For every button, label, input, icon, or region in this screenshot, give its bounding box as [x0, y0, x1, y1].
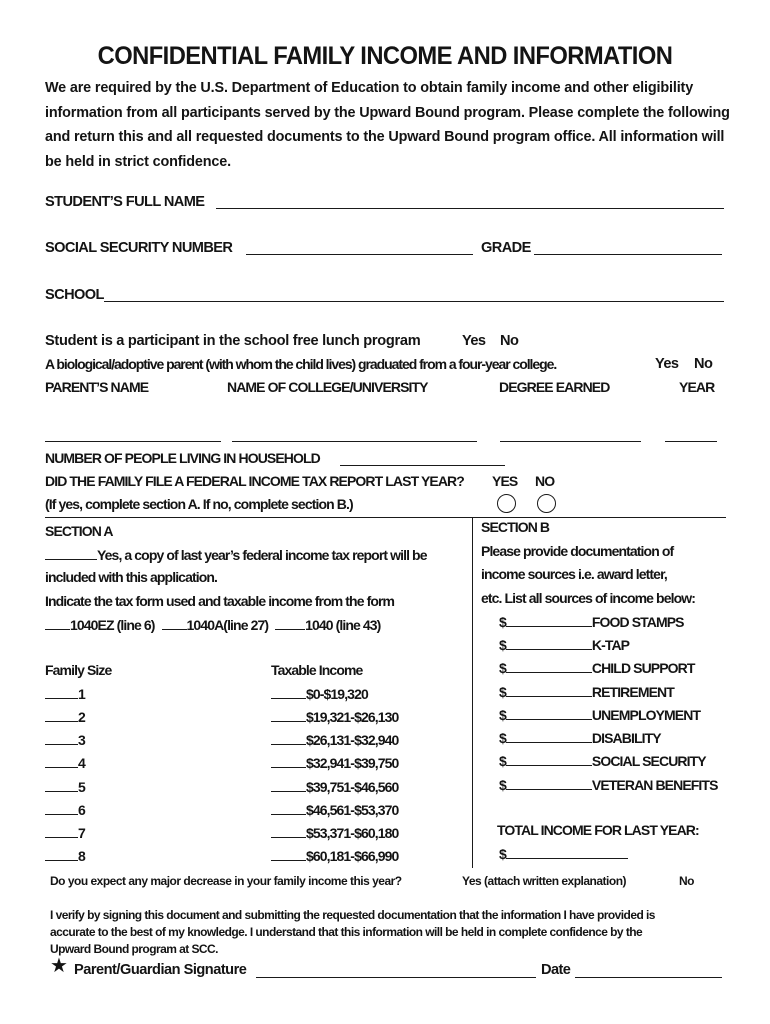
grade-field[interactable] — [534, 254, 722, 255]
graduated-yes-option[interactable]: Yes — [655, 356, 679, 372]
income-range-row[interactable]: $60,181-$66,990 — [271, 847, 398, 864]
year-header: YEAR — [679, 379, 715, 395]
income-source-row[interactable]: $ CHILD SUPPORT — [499, 660, 695, 676]
income-range-row[interactable]: $39,751-$46,560 — [271, 778, 398, 795]
section-b-heading: SECTION B — [481, 519, 550, 535]
income-source-row[interactable]: $ SOCIAL SECURITY — [499, 753, 706, 769]
form-1040-label: 1040 (line 43) — [305, 617, 381, 633]
total-income-field[interactable]: $ — [499, 845, 628, 862]
verify-text-1: I verify by signing this document and submitting the requested documentation that the information I have provided is — [50, 908, 655, 922]
family-size-header: Family Size — [45, 662, 112, 678]
page-title: CONFIDENTIAL FAMILY INCOME AND INFORMATION — [97, 42, 673, 70]
form-1040ez-blank[interactable] — [45, 616, 70, 630]
income-source-row[interactable]: $ UNEMPLOYMENT — [499, 707, 701, 723]
year-field[interactable] — [665, 441, 717, 442]
income-source-row[interactable]: $ FOOD STAMPS — [499, 614, 684, 630]
decrease-no-option[interactable]: No — [679, 874, 694, 888]
lunch-yes-option[interactable]: Yes — [462, 333, 486, 349]
grade-label: GRADE — [481, 240, 531, 256]
decrease-yes-option[interactable]: Yes (attach written explanation) — [462, 874, 627, 888]
section-a-indicate: Indicate the tax form used and taxable income from the form — [45, 593, 395, 609]
section-divider — [45, 517, 726, 518]
household-field[interactable] — [340, 465, 505, 466]
signature-label: Parent/Guardian Signature — [74, 962, 247, 978]
taxable-income-header: Taxable Income — [271, 662, 363, 678]
income-source-row[interactable]: $ VETERAN BENEFITS — [499, 777, 718, 793]
section-a-heading: SECTION A — [45, 523, 113, 539]
ssn-label: SOCIAL SECURITY NUMBER — [45, 240, 233, 256]
college-field[interactable] — [232, 441, 477, 442]
star-icon: ★ — [50, 955, 68, 977]
section-a-yes-text: Yes, a copy of last year’s federal income tax report will be — [97, 547, 427, 563]
verify-text-2: accurate to the best of my knowledge. I understand that this information will be held in complete confidence by the — [50, 925, 643, 939]
form-1040a-blank[interactable] — [162, 616, 187, 630]
college-header: NAME OF COLLEGE/UNIVERSITY — [227, 379, 428, 395]
degree-header: DEGREE EARNED — [499, 379, 610, 395]
family-size-row[interactable]: 6 — [45, 801, 85, 818]
section-b-text-1: Please provide documentation of — [481, 543, 674, 559]
income-source-row[interactable]: $ K-TAP — [499, 637, 630, 653]
tax-yes-radio[interactable] — [497, 494, 516, 513]
verify-text-3: Upward Bound program at SCC. — [50, 942, 218, 956]
tax-question: DID THE FAMILY FILE A FEDERAL INCOME TAX REPORT LAST YEAR? — [45, 473, 464, 489]
family-size-row[interactable]: 5 — [45, 778, 85, 795]
section-column-divider — [472, 518, 473, 868]
form-1040a-label: 1040A(line 27) — [186, 617, 269, 633]
intro-text: We are required by the U.S. Department of Education to obtain family income and other eligibility information from all participants served by the Upward Bound program. Please complete the following and return this and all requested documents to the Upward Bound program office. All information will be held in strict confidence. — [45, 80, 730, 170]
lunch-question: Student is a participant in the school free lunch program — [45, 333, 421, 349]
school-field[interactable] — [104, 301, 724, 302]
date-field[interactable] — [575, 977, 722, 978]
lunch-no-option[interactable]: No — [500, 333, 519, 349]
family-size-row[interactable]: 3 — [45, 731, 85, 748]
income-range-row[interactable]: $53,371-$60,180 — [271, 824, 398, 841]
graduated-question: A biological/adoptive parent (with whom the child lives) graduated from a four-year college. — [45, 356, 557, 372]
family-size-row[interactable]: 4 — [45, 754, 85, 771]
section-b-text-2: income sources i.e. award letter, — [481, 566, 667, 582]
tax-form-options — [45, 616, 380, 633]
income-range-row[interactable]: $26,131-$32,940 — [271, 731, 398, 748]
total-income-label: TOTAL INCOME FOR LAST YEAR: — [497, 822, 699, 838]
income-source-row[interactable]: $ DISABILITY — [499, 730, 661, 746]
income-source-row[interactable]: $ RETIREMENT — [499, 684, 674, 700]
section-a-yes-text-2: included with this application. — [45, 569, 217, 585]
family-size-row[interactable]: 7 — [45, 824, 85, 841]
section-b-text-3: etc. List all sources of income below: — [481, 590, 695, 606]
student-name-label: STUDENT’S FULL NAME — [45, 194, 205, 210]
section-a-yes-option[interactable] — [45, 546, 427, 563]
decrease-question: Do you expect any major decrease in your family income this year? — [50, 874, 402, 888]
tax-yes-label: YES — [492, 473, 518, 489]
household-label: NUMBER OF PEOPLE LIVING IN HOUSEHOLD — [45, 450, 320, 466]
signature-field[interactable] — [256, 977, 536, 978]
tax-no-label: NO — [535, 473, 555, 489]
ssn-field[interactable] — [246, 254, 473, 255]
family-size-row[interactable]: 2 — [45, 708, 85, 725]
income-range-row[interactable]: $19,321-$26,130 — [271, 708, 398, 725]
degree-field[interactable] — [500, 441, 641, 442]
form-1040-blank[interactable] — [275, 616, 305, 630]
section-a-yes-blank[interactable] — [45, 546, 97, 560]
parent-name-header: PARENT’S NAME — [45, 379, 149, 395]
income-range-row[interactable]: $32,941-$39,750 — [271, 754, 398, 771]
form-1040ez-label: 1040EZ (line 6) — [70, 617, 155, 633]
school-label: SCHOOL — [45, 287, 104, 303]
income-range-row[interactable]: $46,561-$53,370 — [271, 801, 398, 818]
parent-name-field[interactable] — [45, 441, 221, 442]
family-size-row[interactable]: 1 — [45, 685, 85, 702]
tax-instruction: (If yes, complete section A. If no, complete section B.) — [45, 496, 353, 512]
income-range-row[interactable]: $0-$19,320 — [271, 685, 368, 702]
student-name-field[interactable] — [216, 208, 724, 209]
date-label: Date — [541, 962, 571, 978]
family-size-row[interactable]: 8 — [45, 847, 85, 864]
tax-no-radio[interactable] — [537, 494, 556, 513]
graduated-no-option[interactable]: No — [694, 356, 713, 372]
